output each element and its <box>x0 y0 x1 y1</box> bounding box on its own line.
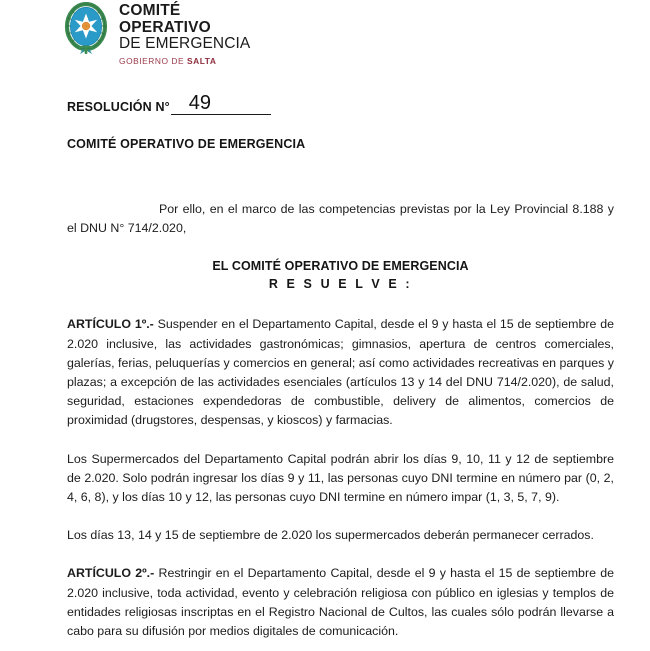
resolves-verb-line: R E S U E L V E : <box>268 277 413 292</box>
article-1-body: Suspender en el Departamento Capital, desde el 9 y hasta el 15 de septiembre de 2.020 inclusive, las actividades gastronómicas; gimnasios, apertura de centros comerciales, galerías, ferias, peluquerías y comercios en general; así como actividades recreativas en parques y plazas; a excepción de las actividades esenciales (artículos 13 y 14 del DNU 714/2.020), de salud, seguridad, estaciones expendedoras de combustible, delivery de alimentos, comercios de proximidad (drugstores, despensas, y kioscos) y farmacias. <box>67 317 614 428</box>
resolution-number-blank <box>171 92 271 115</box>
document-body <box>67 200 614 641</box>
resolution-label: RESOLUCIÓN N° <box>67 100 170 114</box>
salta-provincial-shield-emblem <box>62 2 110 60</box>
article-2-body: Restringir en el Departamento Capital, desde el 9 y hasta el 15 de septiembre de 2.020 inclusive, toda actividad, evento y celebración religiosa con público en iglesias y templos de entidades religiosas inscriptas en el Registro Nacional de Cultos, las cuales sólo podrán llevarse a cabo para su difusión por medios digitales de comunicación. <box>67 566 614 639</box>
supermarkets-paragraph: Los Supermercados del Departamento Capital podrán abrir los días 9, 10, 11 y 12 de septiembre de 2.020. Solo podrán ingresar los días 9 y 11, las personas cuyo DNI termine en número par (0, 2, 4, 6, 8), y los días 10 y 12, las personas cuyo DNI termine en número impar (1, 3, 5, 7, 9). <box>67 451 614 505</box>
letterhead <box>62 2 250 66</box>
closed-days-paragraph: Los días 13, 14 y 15 de septiembre de 2.020 los supermercados deberán permanecer cerrados. <box>67 528 594 543</box>
article-1-label: ARTÍCULO 1º.- <box>67 317 154 332</box>
letterhead-line-2: OPERATIVO <box>119 18 211 36</box>
letterhead-line-3: DE EMERGENCIA <box>119 35 251 52</box>
government-label <box>119 56 250 66</box>
resolves-block <box>67 257 614 293</box>
resolution-number: 49 <box>188 92 212 114</box>
article-1 <box>67 315 614 430</box>
article-2 <box>67 564 614 641</box>
resolution-header <box>67 92 271 115</box>
resolves-committee-line: EL COMITÉ OPERATIVO DE EMERGENCIA <box>212 259 469 274</box>
letterhead-text <box>119 2 250 66</box>
resolution-subtitle: COMITÉ OPERATIVO DE EMERGENCIA <box>67 137 306 151</box>
letterhead-line-1: COMITÉ <box>119 2 181 19</box>
article-2-label: ARTÍCULO 2º.- <box>67 566 155 581</box>
preamble-paragraph: Por ello, en el marco de las competencias previstas por la Ley Provincial 8.188 y el DNU N° 714/2.020, <box>67 202 614 236</box>
government-prefix: GOBIERNO DE <box>119 55 188 66</box>
government-name: SALTA <box>187 55 217 66</box>
